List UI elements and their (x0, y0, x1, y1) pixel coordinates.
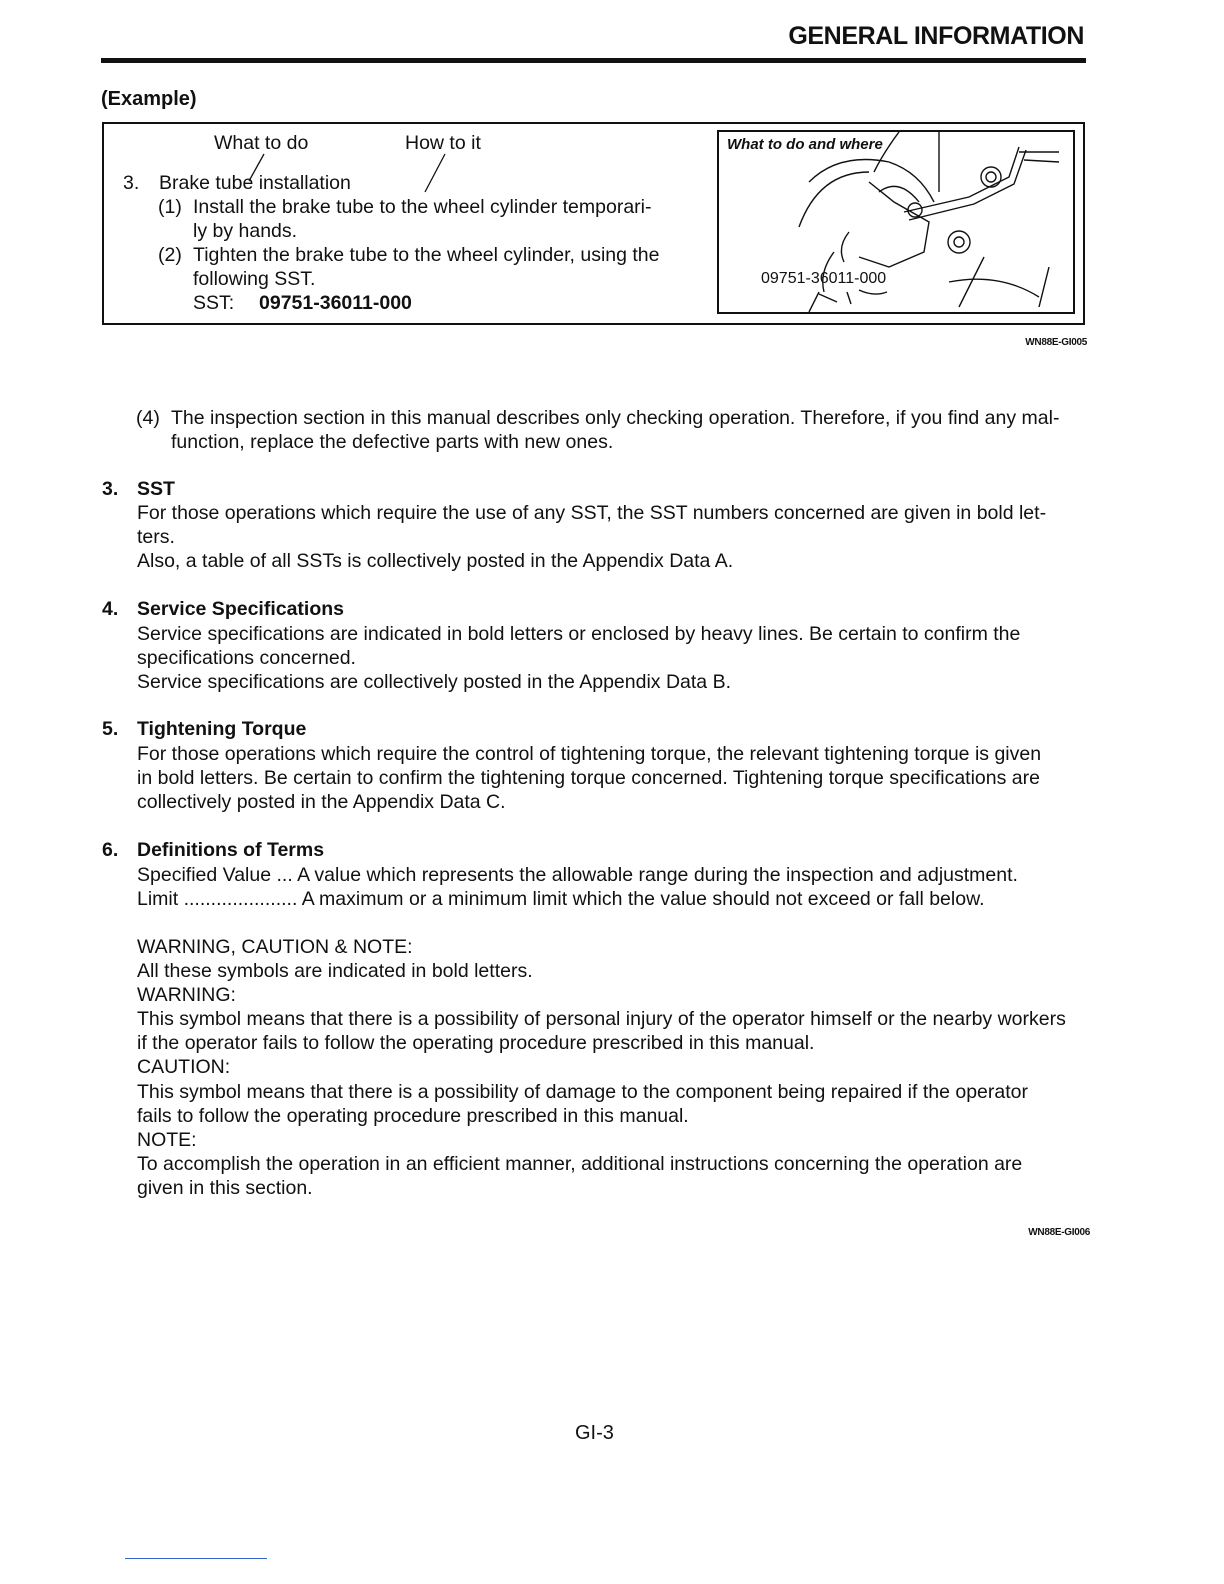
sst-label: SST: (193, 292, 235, 314)
note-line-1: To accomplish the operation in an efficient manner, additional instructions concerning the operation are (137, 1153, 1023, 1175)
section-3-line-2: ters. (137, 526, 175, 548)
section-3-number: 3. (102, 478, 119, 500)
section-6-number: 6. (102, 839, 119, 861)
caution-line-1: This symbol means that there is a possibility of damage to the component being repaired if the operator (137, 1081, 1028, 1103)
section-4-title: Service Specifications (137, 598, 345, 620)
sub-step-1-line-2: ly by hands. (193, 220, 298, 242)
figure-code-2: WN88E-GI006 (1028, 1227, 1090, 1238)
item-4-line-2: function, replace the defective parts with new ones. (171, 431, 614, 453)
warning-line-1: This symbol means that there is a possibility of personal injury of the operator himself or the nearby workers (137, 1008, 1066, 1030)
figure-part-number: 09751-36011-000 (761, 270, 887, 287)
section-5-number: 5. (102, 718, 119, 740)
sub-step-2-line-1: Tighten the brake tube to the wheel cylinder, using the (193, 244, 660, 266)
definition-limit: Limit ..................... A maximum or a minimum limit which the value should not exceed or fall below. (137, 888, 985, 910)
section-4-line-2: specifications concerned. (137, 647, 356, 669)
item-4-line-1: The inspection section in this manual describes only checking operation. Therefore, if you find any mal- (171, 407, 1060, 429)
step-title: Brake tube installation (159, 172, 351, 194)
section-4-line-3: Service specifications are collectively posted in the Appendix Data B. (137, 671, 731, 693)
how-to-it-label: How to it (405, 132, 481, 154)
sub-step-1-line-1: Install the brake tube to the wheel cylinder temporari- (193, 196, 652, 218)
step-number: 3. (123, 172, 140, 194)
page-number: GI-3 (575, 1422, 614, 1444)
notes-heading: WARNING, CAUTION & NOTE: (137, 936, 413, 958)
sub-step-2-number: (2) (158, 244, 182, 266)
note-line-2: given in this section. (137, 1177, 313, 1199)
section-5-line-1: For those operations which require the control of tightening torque, the relevant tightening torque is given (137, 743, 1042, 765)
item-4-number: (4) (136, 407, 160, 429)
section-3-line-1: For those operations which require the use of any SST, the SST numbers concerned are given in bold let- (137, 502, 1047, 524)
caution-label: CAUTION: (137, 1056, 231, 1078)
section-3-title: SST (137, 478, 175, 500)
section-3-line-3: Also, a table of all SSTs is collectively posted in the Appendix Data A. (137, 550, 734, 572)
notes-intro: All these symbols are indicated in bold letters. (137, 960, 533, 982)
section-6-title: Definitions of Terms (137, 839, 325, 861)
page-header-title: GENERAL INFORMATION (788, 22, 1084, 50)
brake-tube-figure (717, 130, 1075, 314)
sub-step-1-number: (1) (158, 196, 182, 218)
warning-line-2: if the operator fails to follow the operating procedure prescribed in this manual. (137, 1032, 815, 1054)
section-4-line-1: Service specifications are indicated in bold letters or enclosed by heavy lines. Be certain to confirm the (137, 623, 1021, 645)
note-label: NOTE: (137, 1129, 197, 1151)
caution-line-2: fails to follow the operating procedure prescribed in this manual. (137, 1105, 689, 1127)
definition-specified-value: Specified Value ... A value which represents the allowable range during the inspection and adjustment. (137, 864, 1018, 886)
warning-label: WARNING: (137, 984, 236, 1006)
sst-number: 09751-36011-000 (259, 292, 412, 314)
sub-step-2-line-2: following SST. (193, 268, 316, 290)
section-4-number: 4. (102, 598, 119, 620)
what-to-do-label: What to do (214, 132, 309, 154)
example-label: (Example) (101, 88, 197, 110)
figure-code-1: WN88E-GI005 (1025, 337, 1087, 348)
figure-caption: What to do and where (727, 136, 883, 153)
section-5-title: Tightening Torque (137, 718, 307, 740)
section-5-line-3: collectively posted in the Appendix Data C. (137, 791, 506, 813)
bottom-edge-line (125, 1558, 267, 1559)
section-5-line-2: in bold letters. Be certain to confirm the tightening torque concerned. Tightening torque specifications are (137, 767, 1040, 789)
